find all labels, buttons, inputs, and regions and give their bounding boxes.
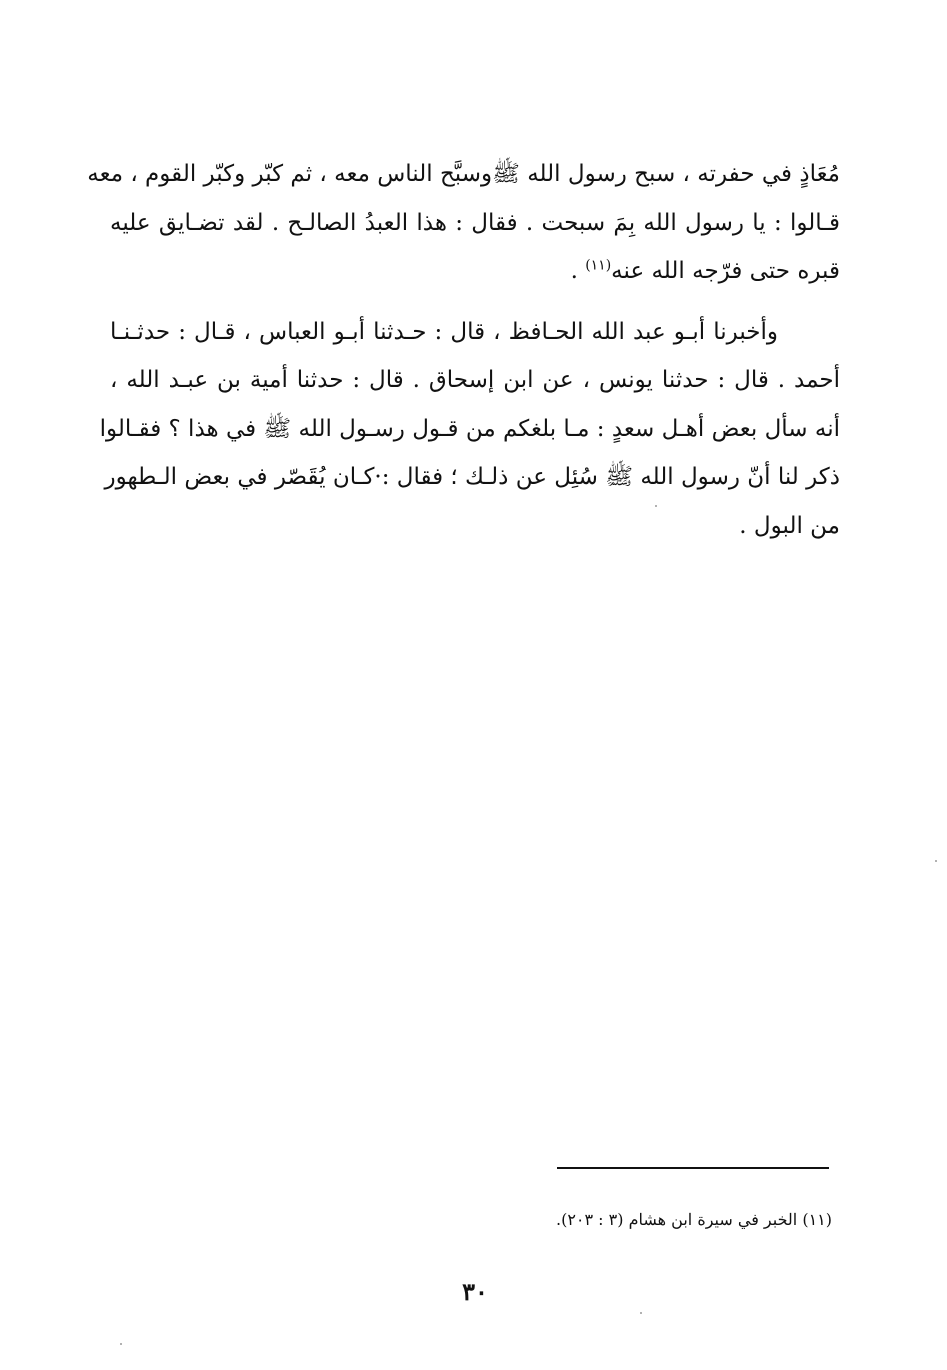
- text-line: قـالوا : يا رسول الله بِمَ سبحت . فقال : هذا العبدُ الصالـح . لقد تضـايق عليه: [110, 209, 840, 236]
- text-line: [110, 247, 840, 296]
- footnote: (١١) الخبر في سيرة ابن هشام (٣ : ٢٠٣).: [555, 1210, 832, 1229]
- page-number: ٣٠: [462, 1277, 488, 1306]
- text-line: أحمد . قال : حدثنا يونس ، عن ابن إسحاق . قال : حدثنا أمية بن عبـد الله ،: [110, 367, 840, 393]
- text-line: أنه سأل بعض أهـل سعدٍ : مـا بلغكم من قـول رسـول الله ﷺ في هذا ؟ فقـالوا: [99, 415, 840, 442]
- text-line: وأخبرنا أبـو عبد الله الحـافظ ، قال : حـدثنا أبـو العباس ، قـال : حدثـنـا: [110, 318, 778, 345]
- main-text: [87, 150, 840, 550]
- text-line-end: .: [570, 258, 578, 284]
- text-line: من البول .: [739, 512, 840, 539]
- paragraph-2: [99, 308, 840, 551]
- scan-speck: [640, 1312, 642, 1314]
- scan-speck: [120, 1343, 122, 1345]
- scan-speck: [935, 860, 937, 862]
- text-line: مُعَاذٍ في حفرته ، سبح رسول الله ﷺوسبَّح الناس معه ، ثم كبّر وكبّر القوم ، معه: [87, 161, 840, 187]
- footnote-marker: (١١): [585, 257, 612, 274]
- text-line-content: قبره حتى فرّجه الله عنه: [611, 258, 840, 284]
- footnote-separator: [557, 1167, 829, 1169]
- scan-speck: [655, 505, 657, 507]
- paragraph-1: [87, 150, 840, 296]
- text-line: ذكر لنا أنّ رسول الله ﷺ سُئِل عن ذلـك ؛ فقال :·كـان يُقَصّر في بعض الـطهور: [104, 464, 840, 490]
